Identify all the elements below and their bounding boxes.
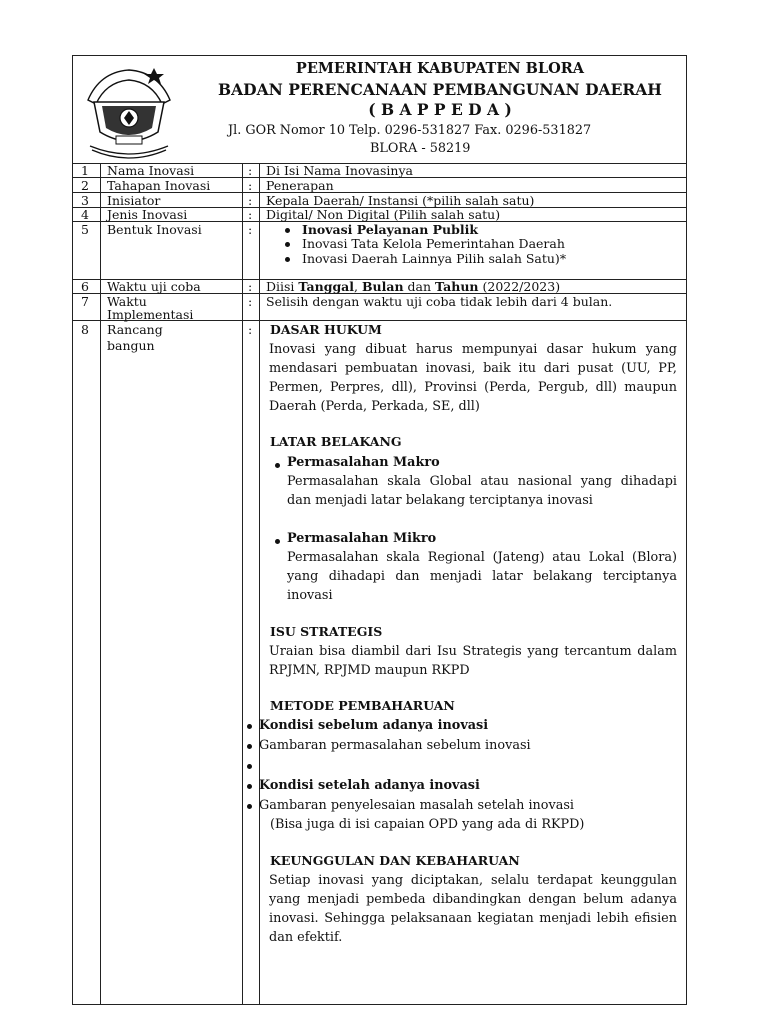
metode-item: Gambaran permasalahan sebelum inovasi [259, 738, 531, 753]
column-divider [100, 163, 101, 1005]
row-separator: : [248, 193, 253, 208]
row-label: Bentuk Inovasi [107, 222, 202, 237]
row-number: 2 [81, 178, 89, 193]
row-number: 7 [81, 294, 89, 309]
metode-note: (Bisa juga di isi capaian OPD yang ada di RKPD) [270, 817, 585, 832]
row-number: 3 [81, 193, 89, 208]
bullet-icon [285, 242, 290, 247]
makro-text: Permasalahan skala Global atau nasional yang dihadapi dan menjadi latar belakang terciptanya inovasi [287, 474, 677, 508]
row-label: Nama Inovasi [107, 163, 195, 178]
bullet-icon [285, 228, 290, 233]
bullet-icon [285, 257, 290, 262]
row-separator: : [248, 322, 253, 337]
bullet-icon [275, 539, 280, 544]
row-value: Di Isi Nama Inovasinya [266, 163, 413, 178]
row-label: Jenis Inovasi [107, 207, 188, 222]
row-label: Inisiator [107, 193, 161, 208]
bullet-icon [247, 804, 252, 809]
header-acronym: ( B A P P E D A ) [368, 100, 512, 119]
row-separator: : [248, 178, 253, 193]
row-label: Waktu [107, 294, 147, 309]
section-heading-isu-strategis: ISU STRATEGIS [270, 624, 383, 639]
isu-strategis-text: Uraian bisa diambil dari Isu Strategis yang tercantum dalam RPJMN, RPJMD maupun RKPD [269, 644, 677, 678]
row-label: Tahapan Inovasi [107, 178, 211, 193]
row-label: Implementasi [107, 307, 194, 322]
bullet-icon [247, 724, 252, 729]
bullet-icon [275, 463, 280, 468]
bullet-icon [247, 764, 252, 769]
bentuk-option: Inovasi Pelayanan Publik [302, 222, 479, 237]
keunggulan-text: Setiap inovasi yang diciptakan, selalu terdapat keunggulan yang menjadi pembeda dibandingkan dengan belum adanya inovasi. Sehingga pelaksanaan kegiatan menjadi lebih efisien dan efektif. [269, 873, 677, 945]
row-separator: : [248, 163, 253, 178]
row-value: Diisi Tanggal, Bulan dan Tahun (2022/2023) [266, 279, 561, 294]
section-heading-metode: METODE PEMBAHARUAN [270, 698, 455, 713]
row-separator: : [248, 279, 253, 294]
row-label: Rancang [107, 322, 163, 337]
row-number: 1 [81, 163, 89, 178]
metode-item: Gambaran penyelesaian masalah setelah inovasi [259, 798, 575, 813]
row-separator: : [248, 207, 253, 222]
row-label: Waktu uji coba [107, 279, 201, 294]
bentuk-option: Inovasi Tata Kelola Pemerintahan Daerah [302, 236, 565, 251]
mikro-text: Permasalahan skala Regional (Jateng) atau Lokal (Blora) yang dihadapi dan menjadi latar belakang terciptanya inovasi [287, 550, 677, 603]
row-separator: : [248, 294, 253, 309]
row-number: 6 [81, 279, 89, 294]
bullet-icon [247, 744, 252, 749]
row-value: Penerapan [266, 178, 334, 193]
column-divider [242, 163, 243, 1005]
row-number: 4 [81, 207, 89, 222]
mikro-title: Permasalahan Mikro [287, 531, 437, 546]
section-heading-dasar-hukum: DASAR HUKUM [270, 322, 382, 337]
header-address: Jl. GOR Nomor 10 Telp. 0296-531827 Fax. 0296-531827 [228, 123, 592, 138]
header-city: BLORA - 58219 [370, 141, 471, 156]
blora-coat-of-arms-logo [80, 62, 178, 160]
row-value: Kepala Daerah/ Instansi (*pilih salah satu) [266, 193, 535, 208]
metode-item: Kondisi sebelum adanya inovasi [259, 718, 489, 733]
row-label: bangun [107, 338, 155, 353]
column-divider [259, 163, 260, 1005]
dasar-hukum-text: Inovasi yang dibuat harus mempunyai dasar hukum yang mendasari pembuatan inovasi, baik itu dari pusat (UU, PP, Permen, Perpres, dll), Provinsi (Perda, Pergub, dll) maupun Daerah (Perda, Perkada, SE, dll) [269, 342, 677, 414]
section-heading-keunggulan: KEUNGGULAN DAN KEBAHARUAN [270, 853, 520, 868]
section-heading-latar-belakang: LATAR BELAKANG [270, 434, 402, 449]
header-agency-name: BADAN PERENCANAAN PEMBANGUNAN DAERAH [218, 80, 662, 99]
makro-title: Permasalahan Makro [287, 455, 440, 470]
row-number: 8 [81, 322, 89, 337]
header-government-name: PEMERINTAH KABUPATEN BLORA [295, 60, 585, 77]
row-separator: : [248, 222, 253, 237]
metode-item: Kondisi setelah adanya inovasi [259, 778, 480, 793]
row-number: 5 [81, 222, 89, 237]
row-value: Selisih dengan waktu uji coba tidak lebih dari 4 bulan. [266, 294, 613, 309]
bullet-icon [247, 784, 252, 789]
row-value: Digital/ Non Digital (Pilih salah satu) [266, 207, 501, 222]
bentuk-option: Inovasi Daerah Lainnya Pilih salah Satu)* [302, 251, 567, 266]
